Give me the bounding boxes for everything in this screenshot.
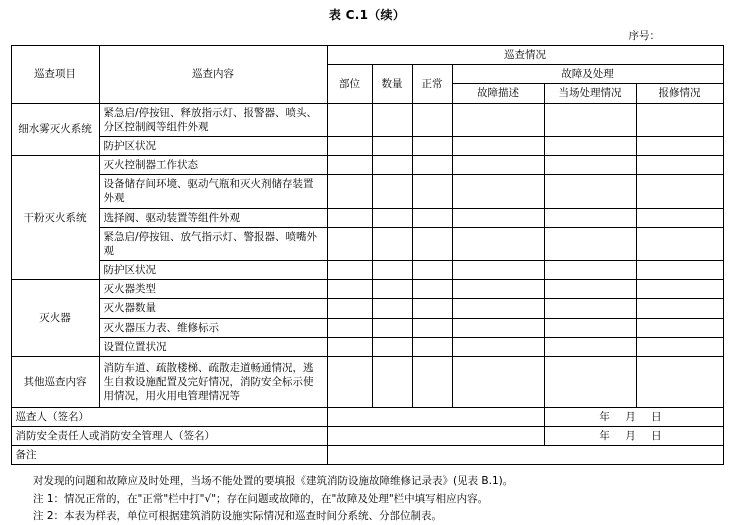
cell-normal[interactable] xyxy=(412,103,452,136)
cell-repair[interactable] xyxy=(636,103,723,136)
content-cell: 选择阀、驱动装置等组件外观 xyxy=(99,208,327,227)
cell-part[interactable] xyxy=(327,261,372,280)
cell-repair[interactable] xyxy=(636,208,723,227)
header-col-onsite: 当场处理情况 xyxy=(544,84,636,103)
manager-label: 消防安全责任人或消防安全管理人（签名） xyxy=(11,427,327,446)
cell-onsite[interactable] xyxy=(544,337,636,356)
cell-fault-desc[interactable] xyxy=(452,261,544,280)
cell-qty[interactable] xyxy=(372,337,412,356)
header-col-repair: 报修情况 xyxy=(636,84,723,103)
content-cell: 设备储存间环境、驱动气瓶和灭火剂储存装置外观 xyxy=(99,175,327,208)
manager-signature-field[interactable] xyxy=(327,427,544,446)
content-cell: 灭火器数量 xyxy=(99,299,327,318)
table-row xyxy=(11,175,723,208)
content-cell: 设置位置状况 xyxy=(99,337,327,356)
table-row xyxy=(11,103,723,136)
document-page xyxy=(0,6,734,523)
remarks-field[interactable] xyxy=(327,446,723,465)
cell-part[interactable] xyxy=(327,103,372,136)
cell-fault-desc[interactable] xyxy=(452,156,544,175)
cell-normal[interactable] xyxy=(412,318,452,337)
cell-part[interactable] xyxy=(327,299,372,318)
table-row xyxy=(11,136,723,155)
table-header-row-1 xyxy=(11,46,723,65)
section-name-3: 其他巡查内容 xyxy=(11,356,99,407)
cell-onsite[interactable] xyxy=(544,356,636,407)
cell-fault-desc[interactable] xyxy=(452,175,544,208)
sequence-label: 序号： xyxy=(628,30,660,42)
page-title: 表 C.1（续） xyxy=(328,8,406,22)
cell-qty[interactable] xyxy=(372,136,412,155)
cell-fault-desc[interactable] xyxy=(452,299,544,318)
cell-normal[interactable] xyxy=(412,156,452,175)
cell-onsite[interactable] xyxy=(544,156,636,175)
table-row xyxy=(11,208,723,227)
cell-qty[interactable] xyxy=(372,261,412,280)
header-col-item: 巡查项目 xyxy=(11,46,99,104)
cell-part[interactable] xyxy=(327,337,372,356)
cell-normal[interactable] xyxy=(412,337,452,356)
cell-qty[interactable] xyxy=(372,318,412,337)
cell-onsite[interactable] xyxy=(544,318,636,337)
content-cell: 灭火器类型 xyxy=(99,280,327,299)
cell-normal[interactable] xyxy=(412,175,452,208)
header-col-fault-desc: 故障描述 xyxy=(452,84,544,103)
cell-onsite[interactable] xyxy=(544,208,636,227)
table-row xyxy=(11,227,723,260)
cell-onsite[interactable] xyxy=(544,227,636,260)
content-cell: 防护区状况 xyxy=(99,261,327,280)
cell-qty[interactable] xyxy=(372,208,412,227)
cell-qty[interactable] xyxy=(372,227,412,260)
table-row xyxy=(11,261,723,280)
inspector-label: 巡查人（签名） xyxy=(11,407,327,426)
cell-onsite[interactable] xyxy=(544,280,636,299)
cell-onsite[interactable] xyxy=(544,261,636,280)
table-row xyxy=(11,337,723,356)
cell-qty[interactable] xyxy=(372,299,412,318)
cell-normal[interactable] xyxy=(412,208,452,227)
cell-qty[interactable] xyxy=(372,175,412,208)
cell-part[interactable] xyxy=(327,356,372,407)
cell-repair[interactable] xyxy=(636,337,723,356)
cell-part[interactable] xyxy=(327,156,372,175)
content-cell: 紧急启/停按钮、释放指示灯、报警器、喷头、分区控制阀等组件外观 xyxy=(99,103,327,136)
manager-date[interactable]: 年 月 日 xyxy=(544,427,723,446)
section-name-2: 灭火器 xyxy=(11,280,99,357)
cell-onsite[interactable] xyxy=(544,299,636,318)
cell-fault-desc[interactable] xyxy=(452,356,544,407)
cell-normal[interactable] xyxy=(412,261,452,280)
section-name-0: 细水雾灭火系统 xyxy=(11,103,99,156)
cell-normal[interactable] xyxy=(412,299,452,318)
cell-repair[interactable] xyxy=(636,156,723,175)
table-row xyxy=(11,280,723,299)
table-row xyxy=(11,356,723,407)
cell-repair[interactable] xyxy=(636,280,723,299)
notes-block xyxy=(11,473,723,525)
cell-part[interactable] xyxy=(327,227,372,260)
cell-qty[interactable] xyxy=(372,356,412,407)
cell-part[interactable] xyxy=(327,208,372,227)
cell-fault-desc[interactable] xyxy=(452,208,544,227)
cell-fault-desc[interactable] xyxy=(452,227,544,260)
cell-part[interactable] xyxy=(327,318,372,337)
table-row xyxy=(11,318,723,337)
cell-normal[interactable] xyxy=(412,356,452,407)
signature-row-manager xyxy=(11,427,723,446)
header-col-normal: 正常 xyxy=(412,65,452,103)
cell-repair[interactable] xyxy=(636,261,723,280)
content-cell: 紧急启/停按钮、放气指示灯、警报器、喷嘴外观 xyxy=(99,227,327,260)
header-col-part: 部位 xyxy=(327,65,372,103)
content-cell: 防护区状况 xyxy=(99,136,327,155)
cell-fault-desc[interactable] xyxy=(452,103,544,136)
cell-qty[interactable] xyxy=(372,103,412,136)
cell-repair[interactable] xyxy=(636,136,723,155)
section-name-1: 干粉灭火系统 xyxy=(11,156,99,280)
header-group-fault: 故障及处理 xyxy=(452,65,723,84)
cell-part[interactable] xyxy=(327,136,372,155)
cell-part[interactable] xyxy=(327,280,372,299)
remarks-label: 备注 xyxy=(11,446,327,465)
note-intro: 对发现的问题和故障应及时处理，当场不能处置的要填报《建筑消防设施故障维修记录表》(见表 B.1)。 xyxy=(33,475,514,488)
cell-fault-desc[interactable] xyxy=(452,318,544,337)
cell-onsite[interactable] xyxy=(544,103,636,136)
note-1: 注 1：情况正常的，在"正常"栏中打"√"；存在问题或故障的，在"故障及处理"栏中填写相应内容。 xyxy=(33,492,489,505)
header-col-qty: 数量 xyxy=(372,65,412,103)
content-cell: 消防车道、疏散楼梯、疏散走道畅通情况，逃生自救设施配置及完好情况，消防安全标示使用情况，用火用电管理情况等 xyxy=(99,356,327,407)
table-row xyxy=(11,299,723,318)
inspector-date[interactable]: 年 月 日 xyxy=(544,407,723,426)
cell-normal[interactable] xyxy=(412,136,452,155)
cell-fault-desc[interactable] xyxy=(452,280,544,299)
cell-repair[interactable] xyxy=(636,175,723,208)
content-cell: 灭火器压力表、维修标示 xyxy=(99,318,327,337)
cell-normal[interactable] xyxy=(412,280,452,299)
cell-part[interactable] xyxy=(327,175,372,208)
cell-normal[interactable] xyxy=(412,227,452,260)
cell-fault-desc[interactable] xyxy=(452,136,544,155)
content-cell: 灭火控制器工作状态 xyxy=(99,156,327,175)
table-row xyxy=(11,156,723,175)
cell-repair[interactable] xyxy=(636,227,723,260)
header-group-status: 巡查情况 xyxy=(327,46,723,65)
cell-onsite[interactable] xyxy=(544,175,636,208)
note-2: 注 2：本表为样表，单位可根据建筑消防设施实际情况和巡查时间分系统、分部位制表。 xyxy=(33,510,443,523)
cell-qty[interactable] xyxy=(372,280,412,299)
cell-fault-desc[interactable] xyxy=(452,337,544,356)
cell-repair[interactable] xyxy=(636,356,723,407)
signature-row-inspector xyxy=(11,407,723,426)
header-col-content: 巡查内容 xyxy=(99,46,327,104)
cell-repair[interactable] xyxy=(636,299,723,318)
cell-onsite[interactable] xyxy=(544,136,636,155)
cell-repair[interactable] xyxy=(636,318,723,337)
inspector-signature-field[interactable] xyxy=(327,407,544,426)
remarks-row xyxy=(11,446,723,465)
inspection-table xyxy=(11,45,724,465)
cell-qty[interactable] xyxy=(372,156,412,175)
